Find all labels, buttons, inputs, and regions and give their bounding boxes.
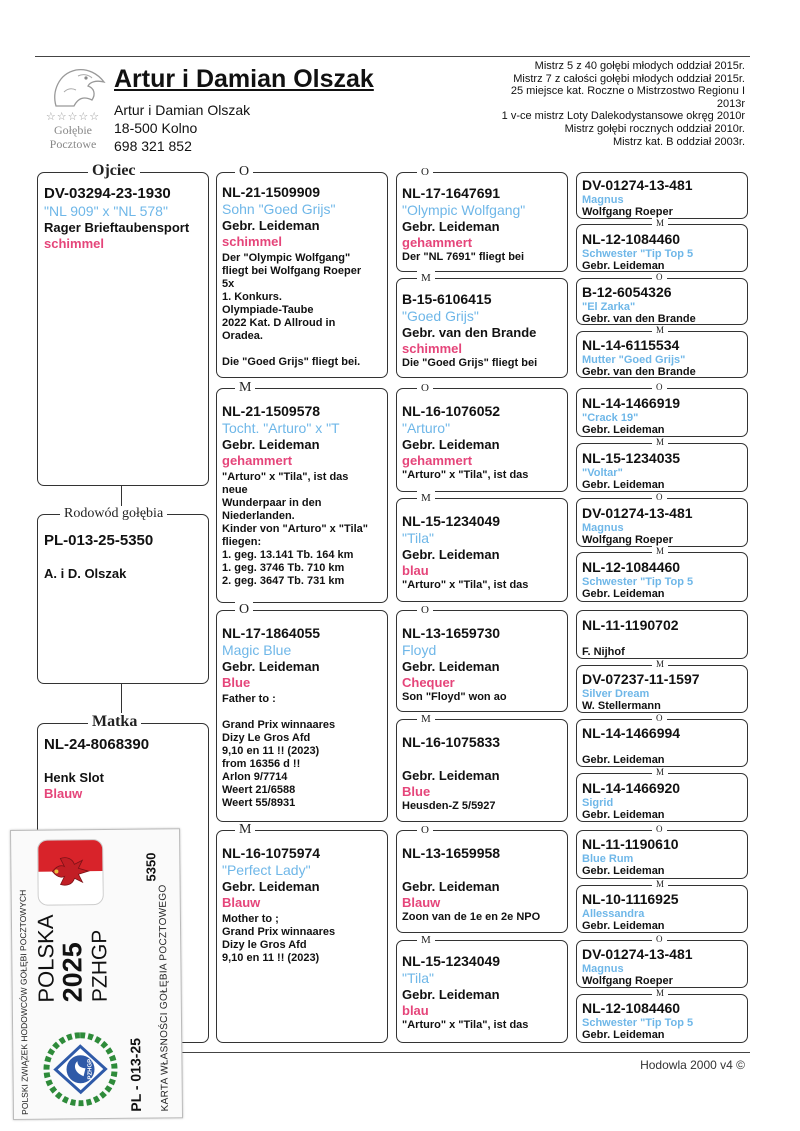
gen2-ring: NL-21-1509578 xyxy=(222,403,321,419)
logo-text-1: Gołębie xyxy=(54,123,92,137)
gen3-owner: Gebr. Leideman xyxy=(402,768,500,783)
sex-label-o: O xyxy=(417,165,433,179)
pzhgp-badge xyxy=(43,1032,118,1107)
gen2-name: "Perfect Lady" xyxy=(222,862,311,878)
gen4-owner: Gebr. Leideman xyxy=(582,1029,665,1041)
gen2-note: Father to : Grand Prix winnaares Dizy Le Gros Afd 9,10 en 11 !! (2023) from 16356 d !! Arlon 9/7714 Weert 21/6588 Weert 55/8931 xyxy=(222,693,336,809)
logo xyxy=(38,62,108,152)
sex-label-m: M xyxy=(652,325,668,336)
mother-color: Blauw xyxy=(44,786,83,801)
father-ring: DV-03294-23-1930 xyxy=(44,185,171,202)
gen3-card[interactable] xyxy=(396,604,568,712)
achievement: Mistrz gołębi rocznych oddział 2010r. xyxy=(564,122,745,135)
gen4-owner: Wolfgang Roeper xyxy=(582,534,673,546)
gen4-ring: NL-14-1466994 xyxy=(582,725,681,741)
gen3-card[interactable] xyxy=(396,824,568,933)
father-label: Ojciec xyxy=(88,162,140,180)
gen4-ring: NL-14-6115534 xyxy=(582,337,680,353)
gen3-name: "Olympic Wolfgang" xyxy=(402,202,526,218)
gen2-owner: Gebr. Leideman xyxy=(222,879,320,894)
gen4-owner: Gebr. Leideman xyxy=(582,588,665,600)
gen3-note: Zoon van de 1e en 2e NPO xyxy=(402,911,541,923)
gen3-name: "Arturo" xyxy=(402,420,451,436)
gen3-ring: B-15-6106415 xyxy=(402,291,492,307)
gen3-color: schimmel xyxy=(402,341,462,356)
gen3-note: Son "Floyd" won ao xyxy=(402,691,507,703)
gen3-name: "Tila" xyxy=(402,970,434,986)
card-year: 2025 xyxy=(57,942,88,1003)
mother-owner: Henk Slot xyxy=(44,770,104,785)
gen4-name: Schwester "Tip Top 5 xyxy=(582,1017,694,1029)
gen4-ring: DV-01274-13-481 xyxy=(582,177,693,193)
sex-label-o: O xyxy=(235,164,253,180)
gen3-name xyxy=(402,862,564,879)
achievement: 25 miejsce kat. Roczne o Mistrzostwo Regionu I xyxy=(510,85,745,98)
card-country: POLSKA xyxy=(32,914,59,1003)
gen4-ring: NL-15-1234035 xyxy=(582,450,681,466)
gen4-owner: Gebr. van den Brande xyxy=(582,366,696,378)
gen4-name: "El Zarka" xyxy=(582,301,636,313)
gen3-owner: Gebr. Leideman xyxy=(402,987,500,1002)
gen3-note: Der "NL 7691" fliegt bei xyxy=(402,251,525,263)
gen3-note: Die "Goed Grijs" fliegt bei xyxy=(402,357,538,369)
gen4-name: "Voltar" xyxy=(582,467,623,479)
gen4-card[interactable] xyxy=(576,218,748,272)
gen4-owner: Gebr. van den Brande xyxy=(582,313,696,325)
gen4-name: Blue Rum xyxy=(582,853,634,865)
gen3-owner: Gebr. Leideman xyxy=(402,219,500,234)
gen4-name: Sigrid xyxy=(582,797,614,809)
gen3-color: gehammert xyxy=(402,235,473,250)
gen4-card[interactable] xyxy=(576,934,748,988)
gen4-card[interactable] xyxy=(576,172,748,219)
gen2-note: Mother to ; Grand Prix winnaares Dizy le Gros Afd 9,10 en 11 !! (2023) xyxy=(222,913,336,964)
gen4-card[interactable] xyxy=(576,546,748,602)
achievement: 1 v-ce mistrz Loty Dalekodystansowe okręg 2010r xyxy=(501,110,745,123)
gen2-color: Blue xyxy=(222,675,251,690)
gen4-owner: Gebr. Leideman xyxy=(582,479,665,491)
gen2-owner: Gebr. Leideman xyxy=(222,218,320,233)
gen2-ring: NL-21-1509909 xyxy=(222,184,321,200)
sex-label-o: O xyxy=(652,713,667,724)
sex-label-m: M xyxy=(417,491,435,505)
achievement: Mistrz kat. B oddział 2003r. xyxy=(612,135,745,148)
gen3-color: Chequer xyxy=(402,675,455,690)
gen4-name: Mutter "Goed Grijs" xyxy=(582,354,686,366)
sex-label-m: M xyxy=(235,822,255,838)
gen4-name: Silver Dream xyxy=(582,688,650,700)
dam-of-father-card[interactable] xyxy=(216,380,388,603)
sire-of-mother-card[interactable] xyxy=(216,602,388,822)
gen4-name: Magnus xyxy=(582,522,624,534)
gen3-name: Floyd xyxy=(402,642,437,658)
sex-label-o: O xyxy=(652,272,667,283)
gen3-ring: NL-15-1234049 xyxy=(402,953,501,969)
gen3-name xyxy=(402,751,564,768)
gen4-owner: Gebr. Leideman xyxy=(582,809,665,821)
gen3-color: blau xyxy=(402,563,429,578)
gen4-card[interactable] xyxy=(576,879,748,933)
sex-label-m: M xyxy=(652,437,668,448)
gen2-color: Blauw xyxy=(222,895,261,910)
owner-city: 18-500 Kolno xyxy=(114,120,198,136)
owner-phone: 698 321 852 xyxy=(114,138,192,154)
gen2-name: Tocht. "Arturo" x "T xyxy=(222,420,340,436)
gen2-owner: Gebr. Leideman xyxy=(222,437,320,452)
gen3-owner: Gebr. Leideman xyxy=(402,547,500,562)
gen3-card[interactable] xyxy=(396,713,568,822)
top-rule xyxy=(35,56,750,57)
achievement: Mistrz 7 z całości gołębi młodych oddział 2015r. xyxy=(513,72,745,85)
gen4-name xyxy=(582,634,742,646)
sex-label-o: O xyxy=(417,603,433,617)
page-title: Artur i Damian Olszak xyxy=(114,65,374,93)
achievements-list xyxy=(440,60,745,148)
father-owner: Rager Brieftaubensport xyxy=(44,220,190,235)
gen3-ring: NL-13-1659958 xyxy=(402,845,501,861)
gen4-ring: B-12-6054326 xyxy=(582,284,672,300)
gen4-card[interactable] xyxy=(576,437,748,492)
gen4-name: Schwester "Tip Top 5 xyxy=(582,576,694,588)
subject-ring: PL-013-25-5350 xyxy=(44,532,154,549)
gen3-note: "Arturo" x "Tila", ist das xyxy=(402,469,529,481)
gen4-name: Allessandra xyxy=(582,908,645,920)
sex-label-m: M xyxy=(652,218,668,229)
gen4-ring: NL-12-1084460 xyxy=(582,559,681,575)
sex-label-m: M xyxy=(652,879,668,890)
gen3-note: "Arturo" x "Tila", ist das xyxy=(402,1019,529,1031)
gen4-card[interactable] xyxy=(576,713,748,767)
gen4-ring: NL-11-1190610 xyxy=(582,836,679,852)
mother-ring: NL-24-8068390 xyxy=(44,736,150,753)
owner-name: Artur i Damian Olszak xyxy=(114,102,251,118)
card-ring-full: PL - 013-25 xyxy=(127,1037,144,1112)
sex-label-m: M xyxy=(652,988,668,999)
gen3-color: gehammert xyxy=(402,453,473,468)
gen4-card[interactable] xyxy=(576,272,748,325)
logo-stars: ☆☆☆☆☆ xyxy=(45,111,101,123)
sex-label-o: O xyxy=(417,381,433,395)
gen2-owner: Gebr. Leideman xyxy=(222,659,320,674)
gen4-owner: Wolfgang Roeper xyxy=(582,975,673,987)
sex-label-m: M xyxy=(652,659,668,670)
footer-text: Hodowla 2000 v4 © xyxy=(640,1058,745,1072)
subject-owner: A. i D. Olszak xyxy=(44,566,127,581)
wreath-icon xyxy=(43,1032,118,1107)
bottom-rule xyxy=(180,1052,750,1053)
gen3-owner: Gebr. Leideman xyxy=(402,879,500,894)
gen3-name: "Tila" xyxy=(402,530,434,546)
gen4-card[interactable] xyxy=(576,325,748,378)
gen4-name: "Crack 19" xyxy=(582,412,639,424)
gen2-name: Sohn "Goed Grijs" xyxy=(222,201,336,217)
gen3-ring: NL-15-1234049 xyxy=(402,513,501,529)
gen4-card[interactable] xyxy=(576,610,748,659)
father-card[interactable] xyxy=(37,162,209,486)
gen3-card[interactable] xyxy=(396,492,568,602)
gen4-ring: NL-10-1116925 xyxy=(582,891,679,907)
gen4-owner: Wolfgang Roeper xyxy=(582,206,673,218)
gen4-name: Schwester "Tip Top 5 xyxy=(582,248,694,260)
gen2-note: Der "Olympic Wolfgang" fliegt bei Wolfgang Roeper 5x 1. Konkurs. Olympiade-Taube 2022 Kat. D Allroud in Oradea. Die "Goed Grijs" fliegt bei. xyxy=(222,252,362,368)
gen3-color: Blue xyxy=(402,784,431,799)
gen2-color: schimmel xyxy=(222,234,282,249)
gen4-card[interactable] xyxy=(576,767,748,822)
father-color: schimmel xyxy=(44,236,104,251)
subject-card[interactable] xyxy=(37,506,209,684)
sex-label-o: O xyxy=(417,823,433,837)
ownership-card xyxy=(10,828,183,1120)
mother-label: Matka xyxy=(88,713,141,731)
gen4-ring: NL-14-1466919 xyxy=(582,395,681,411)
card-ring-short: 5350 xyxy=(143,852,159,882)
sire-of-father-card[interactable] xyxy=(216,164,388,378)
gen3-color: blau xyxy=(402,1003,429,1018)
gen3-owner: Gebr. Leideman xyxy=(402,659,500,674)
logo-text-2: Pocztowe xyxy=(49,137,97,151)
card-doc: KARTA WŁASNOŚCI GOŁĘBIA POCZTOWEGO xyxy=(157,884,171,1112)
gen2-ring: NL-16-1075974 xyxy=(222,845,321,861)
polish-flag xyxy=(37,839,104,906)
gen4-card[interactable] xyxy=(576,659,748,713)
sex-label-o: O xyxy=(235,602,253,618)
gen3-ring: NL-13-1659730 xyxy=(402,625,501,641)
gen3-ring: NL-17-1647691 xyxy=(402,185,501,201)
gen4-name: Magnus xyxy=(582,194,624,206)
achievement: 2013r xyxy=(716,97,745,110)
gen3-note: "Arturo" x "Tila", ist das xyxy=(402,579,529,591)
pedigree-label: Rodowód gołębia xyxy=(60,506,167,522)
gen4-ring: NL-14-1466920 xyxy=(582,780,681,796)
sex-label-m: M xyxy=(417,712,435,726)
sex-label-m: M xyxy=(235,380,255,396)
white-eagle-icon xyxy=(46,846,97,897)
gen4-ring: DV-01274-13-481 xyxy=(582,946,693,962)
sex-label-o: O xyxy=(652,824,667,835)
sex-label-o: O xyxy=(652,934,667,945)
gen2-note: "Arturo" x "Tila", ist das neue Wunderpaar in den Niederlanden. Kinder von "Arturo" x "Tila" fliegen: 1. geg. 13.141 Tb. 164 km 1. geg. 3746 Tb. 710 km 2. geg. 3647 Tb. 731 km xyxy=(222,471,368,587)
gen4-card[interactable] xyxy=(576,824,748,879)
gen3-card[interactable] xyxy=(396,934,568,1043)
gen3-color: Blauw xyxy=(402,895,441,910)
gen4-owner: Gebr. Leideman xyxy=(582,260,665,272)
sex-label-m: M xyxy=(417,271,435,285)
gen3-owner: Gebr. Leideman xyxy=(402,437,500,452)
gen2-color: gehammert xyxy=(222,453,293,468)
gen3-card[interactable] xyxy=(396,272,568,378)
gen3-owner: Gebr. van den Brande xyxy=(402,325,537,340)
gen3-card[interactable] xyxy=(396,382,568,492)
gen4-owner: W. Stellermann xyxy=(582,700,661,712)
gen4-card[interactable] xyxy=(576,988,748,1043)
gen4-card[interactable] xyxy=(576,492,748,547)
eagle-logo-icon xyxy=(38,62,108,112)
card-abbr: PZHGP xyxy=(88,929,112,1003)
achievement: Mistrz 5 z 40 gołębi młodych oddział 2015r. xyxy=(534,60,745,72)
gen3-ring: NL-16-1076052 xyxy=(402,403,501,419)
gen4-owner: Gebr. Leideman xyxy=(582,424,665,436)
gen4-owner: F. Nijhof xyxy=(582,646,625,658)
sex-label-m: M xyxy=(652,546,668,557)
gen4-name: Magnus xyxy=(582,963,624,975)
gen3-ring: NL-16-1075833 xyxy=(402,734,501,750)
gen4-ring: NL-12-1084460 xyxy=(582,231,681,247)
gen4-ring: NL-11-1190702 xyxy=(582,617,679,633)
gen4-name xyxy=(582,742,742,754)
gen2-ring: NL-17-1864055 xyxy=(222,625,321,641)
gen3-name: "Goed Grijs" xyxy=(402,308,479,324)
gen4-ring: NL-12-1084460 xyxy=(582,1000,681,1016)
gen4-owner: Gebr. Leideman xyxy=(582,865,665,877)
gen2-name: Magic Blue xyxy=(222,642,292,658)
badge-text: PZHGP xyxy=(87,1058,94,1080)
gen4-card[interactable] xyxy=(576,382,748,437)
father-name: "NL 909" x "NL 578" xyxy=(44,203,168,219)
gen4-owner: Gebr. Leideman xyxy=(582,754,665,766)
gen4-owner: Gebr. Leideman xyxy=(582,920,665,932)
dam-of-mother-card[interactable] xyxy=(216,822,388,1043)
gen4-ring: DV-07237-11-1597 xyxy=(582,671,700,687)
sex-label-o: O xyxy=(652,492,667,503)
gen3-card[interactable] xyxy=(396,166,568,272)
sex-label-m: M xyxy=(417,933,435,947)
gen3-note: Heusden-Z 5/5927 xyxy=(402,800,496,812)
gen4-ring: DV-01274-13-481 xyxy=(582,505,693,521)
sex-label-o: O xyxy=(652,382,667,393)
sex-label-m: M xyxy=(652,767,668,778)
card-org: POLSKI ZWIĄZEK HODOWCÓW GOŁĘBI POCZTOWYCH xyxy=(17,889,30,1115)
card-content xyxy=(11,829,184,1121)
